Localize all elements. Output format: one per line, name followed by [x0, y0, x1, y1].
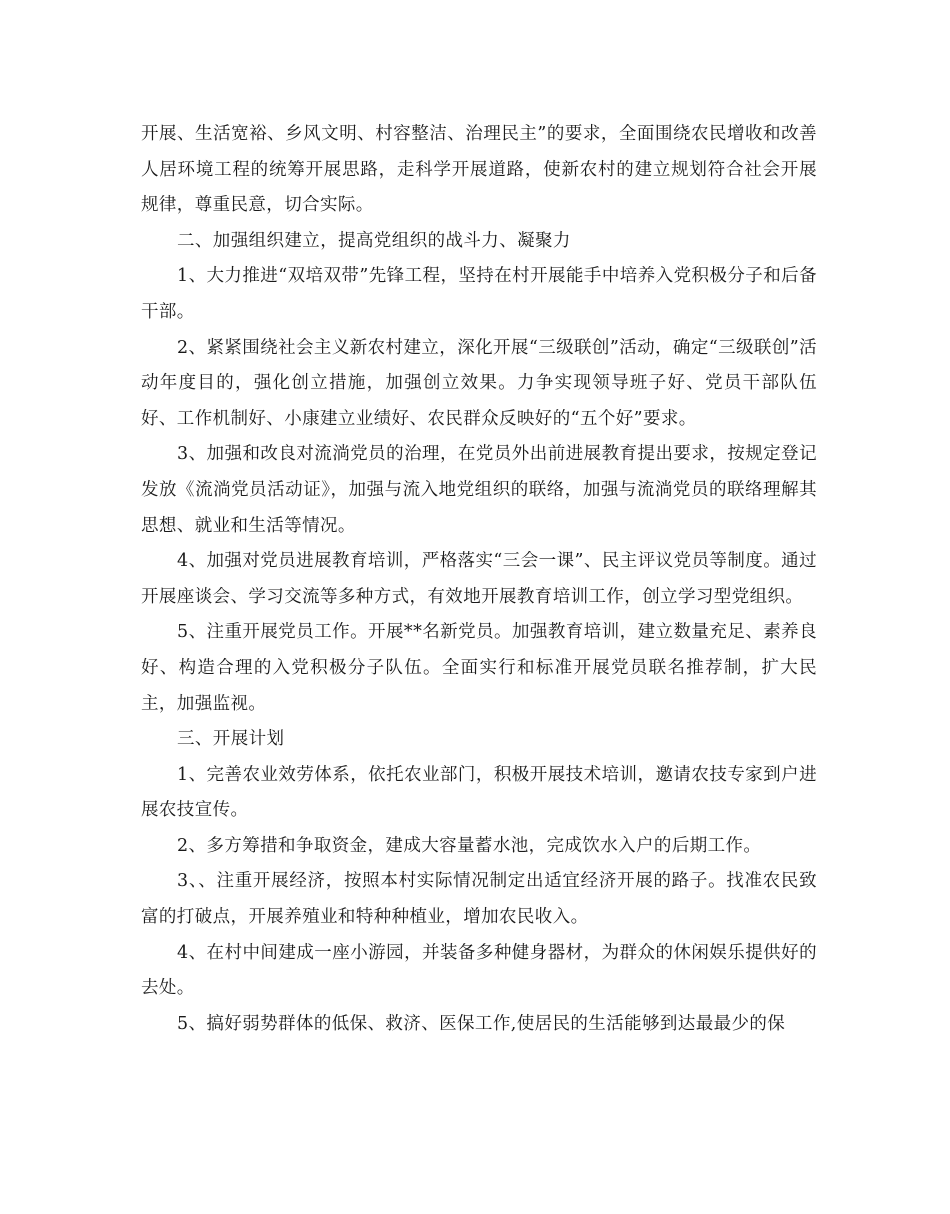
paragraph: 5、注重开展党员工作。开展**名新党员。加强教育培训，建立数量充足、素养良好、构造合理的入党积极分子队伍。全面实行和标准开展党员联名推荐制，扩大民主，加强监视。 — [141, 622, 817, 714]
paragraph: 1、大力推进“双培双带”先锋工程，坚持在村开展能手中培养入党积极分子和后备干部。 — [141, 266, 817, 322]
paragraph: 3、、注重开展经济，按照本村实际情况制定出适宜经济开展的路子。找准农民致富的打破点，开展养殖业和特种种植业，增加农民收入。 — [141, 871, 817, 928]
paragraph: 4、在村中间建成一座小游园，并装备多种健身器材，为群众的休闲娱乐提供好的去处。 — [141, 942, 817, 999]
section-heading-organization: 二、加强组织建立，提高党组织的战斗力、凝聚力 — [177, 230, 571, 251]
paragraph: 2、多方筹措和争取资金，建成大容量蓄水池，完成饮水入户的后期工作。 — [177, 835, 762, 856]
paragraph: 1、完善农业效劳体系，依托农业部门，积极开展技术培训，邀请农技专家到户进展农技宣传。 — [141, 764, 817, 821]
section-heading-plan: 三、开展计划 — [177, 729, 285, 750]
document-body — [141, 117, 817, 1042]
paragraph: 3、加强和改良对流淌党员的治理，在党员外出前进展教育提出要求，按规定登记发放《流淌党员活动证》，加强与流入地党组织的联络，加强与流淌党员的联络理解其思想、就业和生活等情况。 — [141, 444, 817, 536]
paragraph: 2、紧紧围绕社会主义新农村建立，深化开展“三级联创”活动，确定“三级联创”活动年度目的，强化创立措施，加强创立效果。力争实现领导班子好、党员干部队伍好、工作机制好、小康建立业绩好、农民群众反映好的“五个好”要求。 — [141, 337, 817, 429]
paragraph: 5、搞好弱势群体的低保、救济、医保工作,使居民的生活能够到达最最少的保 — [177, 1013, 786, 1034]
paragraph: 开展、生活宽裕、乡风文明、村容整洁、治理民主”的要求，全面围绕农民增收和改善人居环境工程的统筹开展思路，走科学开展道路，使新农村的建立规划符合社会开展规律，尊重民意，切合实际。 — [141, 124, 817, 216]
paragraph: 4、加强对党员进展教育培训，严格落实“三会一课”、民主评议党员等制度。通过开展座谈会、学习交流等多种方式，有效地开展教育培训工作，创立学习型党组织。 — [141, 551, 817, 607]
